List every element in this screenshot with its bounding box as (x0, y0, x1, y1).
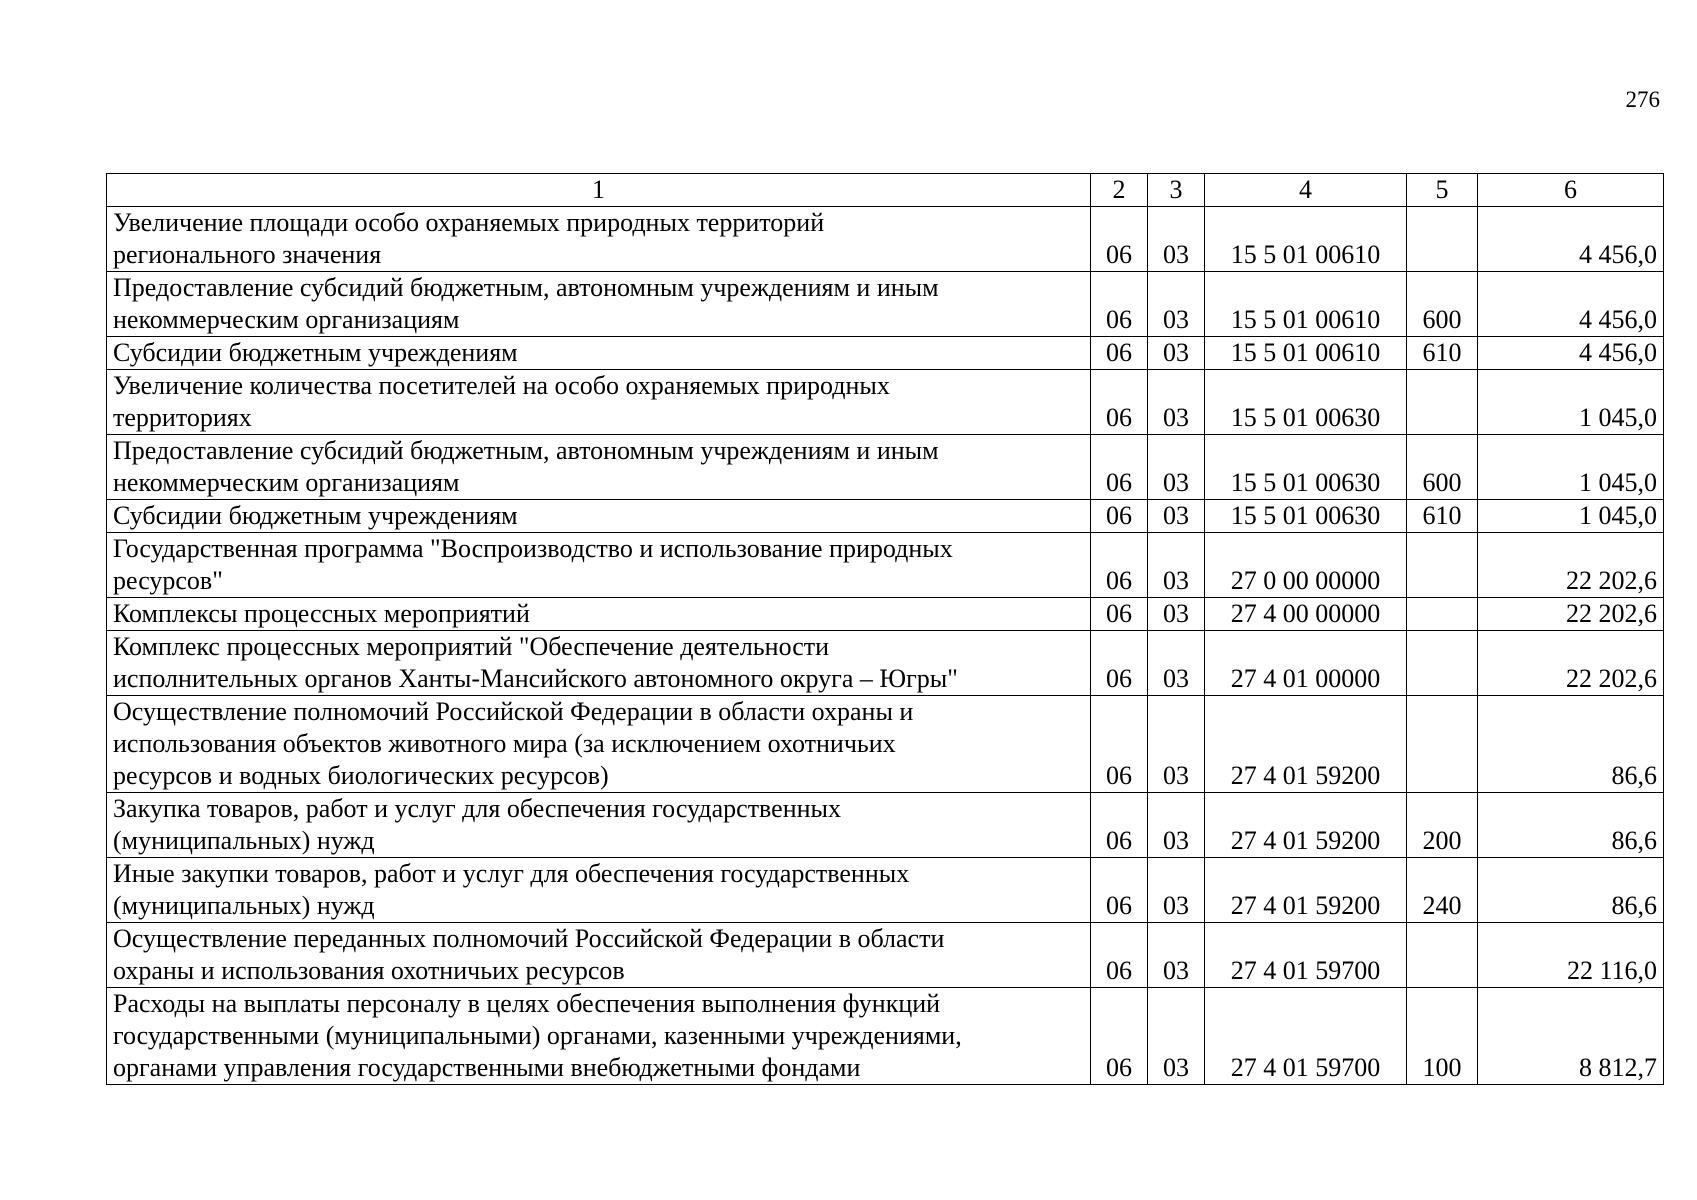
cell-name (107, 858, 1091, 923)
table-row (107, 631, 1664, 696)
table-row (107, 598, 1664, 631)
cell-amount-text: 22 202,6 (1566, 566, 1657, 595)
table-row (107, 207, 1664, 272)
cell-amount (1478, 631, 1664, 696)
cell-amount-text: 1 045,0 (1579, 468, 1657, 497)
cell-target-article (1205, 337, 1407, 370)
cell-expense-type (1407, 500, 1478, 533)
cell-subsection-text: 03 (1163, 956, 1189, 985)
cell-expense-type-text: 600 (1422, 468, 1462, 497)
cell-amount (1478, 337, 1664, 370)
cell-target-article-text: 27 0 00 00000 (1230, 566, 1381, 595)
cell-amount (1478, 696, 1664, 793)
cell-name (107, 631, 1091, 696)
cell-expense-type (1407, 988, 1478, 1085)
cell-section-text: 06 (1106, 468, 1132, 497)
cell-amount (1478, 207, 1664, 272)
cell-amount (1478, 793, 1664, 858)
cell-target-article-text: 27 4 01 59200 (1230, 826, 1381, 855)
cell-section (1091, 337, 1148, 370)
cell-target-article-text: 15 5 01 00610 (1230, 338, 1381, 367)
cell-section-text: 06 (1106, 1053, 1132, 1082)
cell-amount (1478, 435, 1664, 500)
cell-name-text: Осуществление полномочий Российской Федерации в области охраны и использования объектов животного мира (за исключением охотничьих ресурсов и водных биологических ресурсов) (113, 697, 914, 790)
cell-target-article (1205, 533, 1407, 598)
cell-section (1091, 988, 1148, 1085)
cell-subsection-text: 03 (1163, 240, 1189, 269)
cell-expense-type (1407, 696, 1478, 793)
cell-expense-type (1407, 370, 1478, 435)
cell-section-text: 06 (1106, 501, 1132, 530)
table-row (107, 370, 1664, 435)
cell-subsection (1148, 500, 1205, 533)
cell-amount (1478, 858, 1664, 923)
cell-target-article (1205, 370, 1407, 435)
cell-subsection-text: 03 (1163, 761, 1189, 790)
cell-section (1091, 533, 1148, 598)
table-row (107, 533, 1664, 598)
cell-name (107, 500, 1091, 533)
cell-amount (1478, 500, 1664, 533)
cell-target-article (1205, 598, 1407, 631)
cell-name (107, 598, 1091, 631)
cell-section (1091, 500, 1148, 533)
cell-section-text: 06 (1106, 403, 1132, 432)
cell-name-text: Иные закупки товаров, работ и услуг для обеспечения государственных (муниципальных) нужд (113, 859, 910, 920)
cell-target-article (1205, 272, 1407, 337)
cell-target-article-text: 27 4 01 00000 (1230, 664, 1381, 693)
page-number: 276 (1625, 87, 1660, 112)
column-header: 2 (1091, 174, 1148, 207)
cell-expense-type-text: 200 (1422, 826, 1462, 855)
cell-amount-text: 4 456,0 (1579, 338, 1657, 367)
cell-name-text: Увеличение площади особо охраняемых природных территорий регионального значения (113, 208, 825, 269)
cell-subsection (1148, 533, 1205, 598)
cell-target-article-text: 15 5 01 00610 (1230, 240, 1381, 269)
cell-section (1091, 631, 1148, 696)
cell-subsection-text: 03 (1163, 599, 1189, 628)
cell-subsection (1148, 923, 1205, 988)
cell-section-text: 06 (1106, 956, 1132, 985)
cell-name (107, 696, 1091, 793)
cell-subsection-text: 03 (1163, 826, 1189, 855)
column-header: 4 (1205, 174, 1407, 207)
cell-subsection-text: 03 (1163, 501, 1189, 530)
cell-target-article (1205, 923, 1407, 988)
table-row (107, 435, 1664, 500)
cell-amount (1478, 533, 1664, 598)
cell-target-article-text: 15 5 01 00610 (1230, 305, 1381, 334)
cell-target-article-text: 15 5 01 00630 (1230, 403, 1381, 432)
cell-section-text: 06 (1106, 566, 1132, 595)
column-header: 6 (1478, 174, 1664, 207)
cell-name (107, 370, 1091, 435)
cell-amount (1478, 272, 1664, 337)
cell-expense-type-text: 240 (1422, 891, 1462, 920)
cell-subsection-text: 03 (1163, 1053, 1189, 1082)
cell-amount-text: 22 116,0 (1566, 956, 1657, 985)
cell-target-article-text: 27 4 01 59200 (1230, 761, 1381, 790)
table-row (107, 500, 1664, 533)
table-row (107, 858, 1664, 923)
cell-subsection (1148, 793, 1205, 858)
cell-target-article (1205, 631, 1407, 696)
cell-expense-type (1407, 598, 1478, 631)
cell-amount-text: 22 202,6 (1566, 664, 1657, 693)
cell-amount-text: 1 045,0 (1579, 501, 1657, 530)
table-body (107, 207, 1664, 1085)
cell-subsection-text: 03 (1163, 566, 1189, 595)
cell-subsection-text: 03 (1163, 403, 1189, 432)
cell-amount-text: 86,6 (1611, 761, 1657, 790)
cell-subsection (1148, 598, 1205, 631)
cell-target-article (1205, 696, 1407, 793)
cell-amount-text: 86,6 (1611, 891, 1657, 920)
cell-section (1091, 598, 1148, 631)
cell-target-article-text: 15 5 01 00630 (1230, 468, 1381, 497)
cell-section (1091, 370, 1148, 435)
cell-expense-type (1407, 631, 1478, 696)
cell-section (1091, 696, 1148, 793)
table-row (107, 988, 1664, 1085)
cell-amount-text: 22 202,6 (1566, 599, 1657, 628)
table-row (107, 793, 1664, 858)
cell-amount (1478, 923, 1664, 988)
cell-name-text: Комплексы процессных мероприятий (113, 599, 530, 628)
cell-name-text: Субсидии бюджетным учреждениям (113, 501, 518, 530)
cell-subsection-text: 03 (1163, 338, 1189, 367)
cell-target-article-text: 27 4 01 59700 (1230, 1053, 1381, 1082)
cell-expense-type (1407, 272, 1478, 337)
cell-target-article-text: 27 4 00 00000 (1230, 599, 1381, 628)
cell-expense-type (1407, 533, 1478, 598)
cell-amount-text: 86,6 (1611, 826, 1657, 855)
cell-expense-type (1407, 858, 1478, 923)
cell-section (1091, 793, 1148, 858)
cell-amount-text: 4 456,0 (1579, 240, 1657, 269)
cell-expense-type-text: 600 (1422, 305, 1462, 334)
cell-target-article-text: 27 4 01 59700 (1230, 956, 1381, 985)
cell-subsection-text: 03 (1163, 468, 1189, 497)
cell-target-article (1205, 793, 1407, 858)
cell-name (107, 337, 1091, 370)
table-row (107, 272, 1664, 337)
cell-subsection (1148, 631, 1205, 696)
cell-section (1091, 435, 1148, 500)
table-header-row (107, 174, 1664, 207)
cell-name-text: Расходы на выплаты персоналу в целях обеспечения выполнения функций государственными (муниципальными) органами, казенными учреждениями, органами управления государственными внебюджетными фондами (113, 989, 962, 1082)
cell-amount (1478, 598, 1664, 631)
cell-name-text: Предоставление субсидий бюджетным, автономным учреждениям и иным некоммерческим организациям (113, 273, 939, 334)
cell-name (107, 923, 1091, 988)
cell-subsection (1148, 696, 1205, 793)
cell-section-text: 06 (1106, 240, 1132, 269)
cell-subsection (1148, 272, 1205, 337)
cell-amount-text: 1 045,0 (1579, 403, 1657, 432)
cell-subsection (1148, 858, 1205, 923)
cell-expense-type (1407, 207, 1478, 272)
cell-target-article (1205, 435, 1407, 500)
cell-amount-text: 4 456,0 (1579, 305, 1657, 334)
table-row (107, 923, 1664, 988)
cell-name (107, 533, 1091, 598)
cell-expense-type (1407, 793, 1478, 858)
cell-subsection (1148, 435, 1205, 500)
cell-expense-type (1407, 435, 1478, 500)
cell-amount-text: 8 812,7 (1579, 1053, 1657, 1082)
cell-section-text: 06 (1106, 338, 1132, 367)
cell-section (1091, 858, 1148, 923)
cell-expense-type-text: 610 (1422, 501, 1462, 530)
cell-name (107, 207, 1091, 272)
cell-section (1091, 272, 1148, 337)
cell-subsection (1148, 207, 1205, 272)
cell-name (107, 793, 1091, 858)
column-header: 5 (1407, 174, 1478, 207)
cell-name-text: Государственная программа "Воспроизводство и использование природных ресурсов" (113, 534, 953, 595)
cell-target-article-text: 27 4 01 59200 (1230, 891, 1381, 920)
cell-amount (1478, 988, 1664, 1085)
column-header: 3 (1148, 174, 1205, 207)
cell-name (107, 988, 1091, 1085)
cell-subsection-text: 03 (1163, 305, 1189, 334)
cell-expense-type (1407, 337, 1478, 370)
cell-subsection-text: 03 (1163, 891, 1189, 920)
cell-expense-type (1407, 923, 1478, 988)
cell-name-text: Субсидии бюджетным учреждениям (113, 338, 518, 367)
cell-subsection (1148, 988, 1205, 1085)
cell-target-article (1205, 207, 1407, 272)
cell-target-article-text: 15 5 01 00630 (1230, 501, 1381, 530)
cell-target-article (1205, 988, 1407, 1085)
cell-name-text: Предоставление субсидий бюджетным, автономным учреждениям и иным некоммерческим организациям (113, 436, 939, 497)
budget-table (106, 173, 1664, 1085)
cell-section-text: 06 (1106, 891, 1132, 920)
cell-expense-type-text: 100 (1422, 1053, 1462, 1082)
table-row (107, 696, 1664, 793)
cell-name-text: Комплекс процессных мероприятий "Обеспечение деятельности исполнительных органов Ханты-Мансийского автономного округа – Югры" (113, 632, 958, 693)
cell-section-text: 06 (1106, 599, 1132, 628)
cell-name-text: Закупка товаров, работ и услуг для обеспечения государственных (муниципальных) нужд (113, 794, 842, 855)
cell-expense-type-text: 610 (1422, 338, 1462, 367)
cell-name-text: Увеличение количества посетителей на особо охраняемых природных территориях (113, 371, 890, 432)
cell-amount (1478, 370, 1664, 435)
cell-section (1091, 207, 1148, 272)
cell-name-text: Осуществление переданных полномочий Российской Федерации в области охраны и использования охотничьих ресурсов (113, 924, 945, 985)
cell-section-text: 06 (1106, 826, 1132, 855)
cell-target-article (1205, 500, 1407, 533)
table-row (107, 337, 1664, 370)
cell-name (107, 435, 1091, 500)
cell-name (107, 272, 1091, 337)
cell-subsection (1148, 370, 1205, 435)
cell-subsection-text: 03 (1163, 664, 1189, 693)
column-header: 1 (107, 174, 1091, 207)
cell-target-article (1205, 858, 1407, 923)
cell-section-text: 06 (1106, 761, 1132, 790)
cell-subsection (1148, 337, 1205, 370)
cell-section (1091, 923, 1148, 988)
cell-section-text: 06 (1106, 664, 1132, 693)
cell-section-text: 06 (1106, 305, 1132, 334)
